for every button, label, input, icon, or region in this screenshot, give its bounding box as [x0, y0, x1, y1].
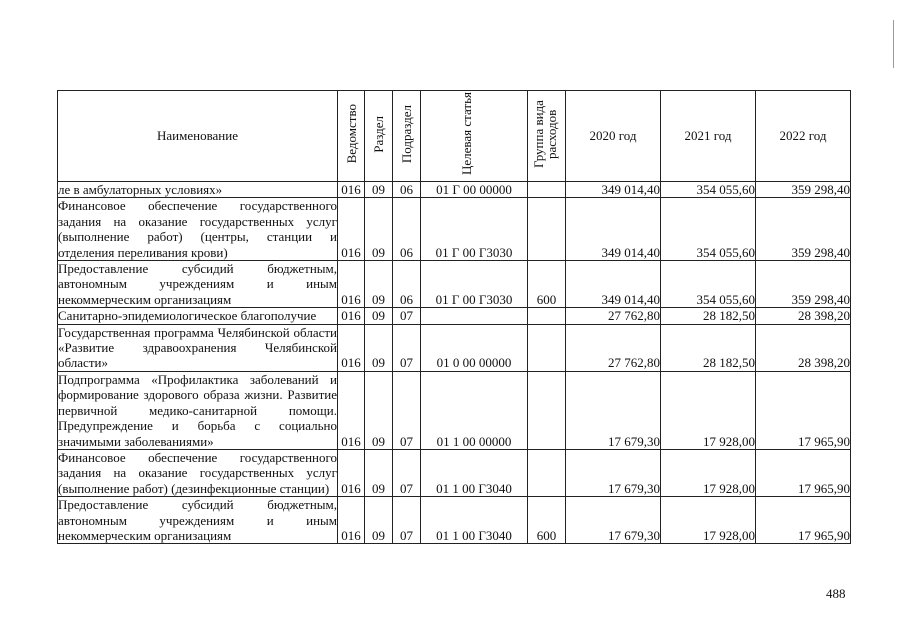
- row-subsection-cell: 06: [393, 182, 421, 198]
- table-row: [58, 308, 851, 324]
- row-section-cell: 09: [365, 308, 393, 324]
- row-name-cell: Государственная программа Челябинской области «Развитие здравоохранения Челябинской области»: [58, 324, 337, 371]
- row-subsection-cell: 07: [393, 324, 421, 371]
- table-row: [58, 449, 851, 496]
- row-name-cell: Предоставление субсидий бюджетным, автономным учреждениям и иным некоммерческим организациям: [58, 497, 337, 543]
- table-row: [58, 261, 851, 308]
- row-subsection-cell: 06: [393, 261, 421, 308]
- row-section-cell: 09: [365, 371, 393, 449]
- row-2022-cell: 28 398,20: [756, 308, 851, 324]
- row-department-cell: 016: [338, 198, 365, 261]
- row-section-cell: 09: [365, 198, 393, 261]
- header-row: [58, 91, 851, 182]
- row-target-item-cell: 01 0 00 00000: [421, 324, 528, 371]
- row-name-cell: Санитарно-эпидемиологическое благополучие: [58, 308, 338, 324]
- row-section-cell: 09: [365, 324, 393, 371]
- row-section-cell: 09: [365, 261, 393, 308]
- row-expense-group-cell: 600: [528, 497, 566, 544]
- row-name-cell: Финансовое обеспечение государственного задания на оказание государственных услуг (выполнение работ) (центры, станции и отделения переливания крови): [58, 198, 337, 260]
- row-section-cell: 09: [365, 449, 393, 496]
- row-2020-cell: 349 014,40: [566, 261, 661, 308]
- row-2020-cell: 349 014,40: [566, 182, 661, 198]
- table-row: [58, 497, 851, 544]
- page-number: 488: [826, 586, 846, 601]
- row-2021-cell: 17 928,00: [661, 371, 756, 449]
- row-expense-group-cell: [528, 308, 566, 324]
- table-row: [58, 371, 851, 449]
- row-2021-cell: 28 182,50: [661, 308, 756, 324]
- row-department-cell: 016: [338, 371, 365, 449]
- row-expense-group-cell: 600: [528, 261, 566, 308]
- row-subsection-cell: 07: [393, 497, 421, 544]
- row-2021-cell: 354 055,60: [661, 261, 756, 308]
- header-section: Раздел: [365, 91, 393, 182]
- row-subsection-cell: 07: [393, 449, 421, 496]
- row-target-item-cell: 01 1 00 00000: [421, 371, 528, 449]
- row-section-cell: 09: [365, 182, 393, 198]
- row-subsection-cell: 07: [393, 308, 421, 324]
- row-department-cell: 016: [338, 261, 365, 308]
- row-2020-cell: 17 679,30: [566, 497, 661, 544]
- row-2021-cell: 354 055,60: [661, 182, 756, 198]
- row-expense-group-cell: [528, 371, 566, 449]
- margin-rule: [893, 20, 894, 68]
- row-section-cell: 09: [365, 497, 393, 544]
- row-2020-cell: 17 679,30: [566, 449, 661, 496]
- row-expense-group-cell: [528, 182, 566, 198]
- row-2021-cell: 17 928,00: [661, 497, 756, 544]
- row-subsection-cell: 07: [393, 371, 421, 449]
- row-2021-cell: 354 055,60: [661, 198, 756, 261]
- table-body: [58, 182, 851, 544]
- row-expense-group-cell: [528, 198, 566, 261]
- row-target-item-cell: 01 1 00 Г3040: [421, 497, 528, 544]
- header-year-2021: 2021 год: [661, 91, 756, 182]
- row-target-item-cell: 01 1 00 Г3040: [421, 449, 528, 496]
- row-2021-cell: 17 928,00: [661, 449, 756, 496]
- row-target-item-cell: 01 Г 00 Г3030: [421, 261, 528, 308]
- row-name-cell: Подпрограмма «Профилактика заболеваний и формирование здорового образа жизни. Развитие первичной медико-санитарной помощи. Предупреждение и борьба с социально значимыми заболеваниями»: [58, 371, 337, 449]
- header-name: Наименование: [58, 91, 338, 182]
- row-name-cell: ле в амбулаторных условиях»: [58, 182, 338, 198]
- budget-table: [57, 90, 851, 544]
- row-name-cell: Предоставление субсидий бюджетным, автономным учреждениям и иным некоммерческим организациям: [58, 261, 337, 307]
- header-expense-group: Группа вида расходов: [528, 91, 566, 182]
- row-2022-cell: 17 965,90: [756, 497, 851, 544]
- table-row: [58, 198, 851, 261]
- row-department-cell: 016: [338, 182, 365, 198]
- header-year-2022: 2022 год: [756, 91, 851, 182]
- header-department: Ведомство: [338, 91, 365, 182]
- row-2022-cell: 359 298,40: [756, 198, 851, 261]
- row-2020-cell: 349 014,40: [566, 198, 661, 261]
- header-target-item: Целевая статья: [421, 91, 528, 182]
- row-expense-group-cell: [528, 324, 566, 371]
- row-target-item-cell: 01 Г 00 00000: [421, 182, 528, 198]
- row-2020-cell: 17 679,30: [566, 371, 661, 449]
- row-target-item-cell: 01 Г 00 Г3030: [421, 198, 528, 261]
- table-row: [58, 324, 851, 371]
- header-subsection: Подраздел: [393, 91, 421, 182]
- row-department-cell: 016: [338, 449, 365, 496]
- row-2022-cell: 17 965,90: [756, 449, 851, 496]
- table-row: [58, 182, 851, 198]
- row-2020-cell: 27 762,80: [566, 324, 661, 371]
- row-name-cell: Финансовое обеспечение государственного задания на оказание государственных услуг (выполнение работ) (дезинфекционные станции): [58, 449, 337, 496]
- row-subsection-cell: 06: [393, 198, 421, 261]
- row-department-cell: 016: [338, 324, 365, 371]
- header-year-2020: 2020 год: [566, 91, 661, 182]
- row-department-cell: 016: [338, 497, 365, 544]
- row-2022-cell: 359 298,40: [756, 182, 851, 198]
- row-2021-cell: 28 182,50: [661, 324, 756, 371]
- row-department-cell: 016: [338, 308, 365, 324]
- row-2022-cell: 17 965,90: [756, 371, 851, 449]
- row-2022-cell: 359 298,40: [756, 261, 851, 308]
- row-target-item-cell: [421, 308, 528, 324]
- row-2020-cell: 27 762,80: [566, 308, 661, 324]
- row-2022-cell: 28 398,20: [756, 324, 851, 371]
- row-expense-group-cell: [528, 449, 566, 496]
